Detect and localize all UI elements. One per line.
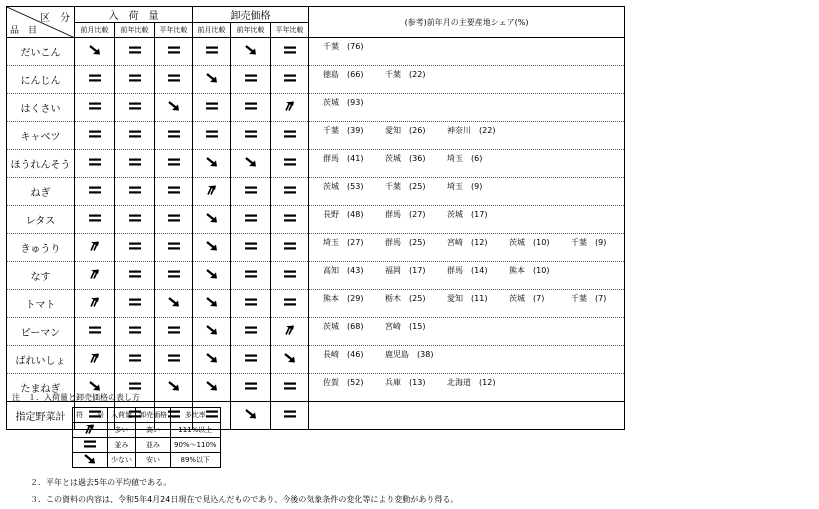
equal-icon (128, 73, 142, 83)
price-prev-year-cell (231, 94, 271, 122)
price-prev-month-cell (193, 346, 231, 374)
share-entry: 佐賀 (52) (323, 378, 364, 387)
equal-icon (205, 129, 219, 139)
arrow-down-right-icon (167, 297, 181, 307)
legend-row (73, 438, 221, 453)
arrow-up-right-icon (88, 297, 102, 307)
price-prev-month-header: 前月比較 (193, 23, 231, 38)
arrow-down-right-icon (244, 45, 258, 55)
vegetable-name: ピーマン (7, 318, 75, 346)
note-3: ３．この資料の内容は、令和5年4月24日現在で見込んだものであり、今後の気象条件の変化等により変動があり得る。 (30, 495, 459, 504)
arrivals-prev-year-cell (115, 122, 155, 150)
legend-symbol-cell (73, 453, 108, 468)
vegetable-name: にんじん (7, 66, 75, 94)
vegetable-row (7, 94, 625, 122)
arrivals-prev-year-cell (115, 290, 155, 318)
vegetable-name: レタス (7, 206, 75, 234)
price-prev-month-cell (193, 94, 231, 122)
equal-icon (205, 45, 219, 55)
equal-icon (244, 101, 258, 111)
price-prev-month-cell (193, 374, 231, 402)
equal-icon (88, 325, 102, 335)
production-share-cell (309, 206, 625, 234)
equal-icon (283, 73, 297, 83)
equal-icon (83, 439, 97, 449)
price-normal-year-cell (271, 178, 309, 206)
share-entry: 埼玉 (27) (323, 238, 364, 247)
price-normal-year-cell (271, 262, 309, 290)
arrow-down-right-icon (205, 381, 219, 391)
share-entry: 茨城 (7) (509, 294, 545, 303)
arrivals-normal-year-cell (155, 94, 193, 122)
arrivals-normal-year-cell (155, 122, 193, 150)
equal-icon (244, 325, 258, 335)
vegetable-row (7, 38, 625, 66)
equal-icon (244, 353, 258, 363)
arrow-down-right-icon (205, 325, 219, 335)
reference-share-header: (参考)前年月の主要産地シェア(%) (309, 7, 625, 38)
production-share-cell (309, 234, 625, 262)
equal-icon (167, 45, 181, 55)
arrow-down-right-icon (205, 213, 219, 223)
production-share-cell (309, 290, 625, 318)
legend-qty: 少ない (108, 453, 136, 468)
arrow-down-right-icon (83, 454, 97, 464)
equal-icon (167, 353, 181, 363)
share-entry: 埼玉 (9) (447, 182, 483, 191)
arrivals-prev-month-cell (75, 234, 115, 262)
legend-symbol-cell (73, 438, 108, 453)
equal-icon (283, 381, 297, 391)
arrivals-normal-year-header: 平年比較 (155, 23, 193, 38)
vegetable-name: たまねぎ (7, 374, 75, 402)
arrivals-normal-year-cell (155, 290, 193, 318)
production-share-cell (309, 94, 625, 122)
equal-icon (244, 213, 258, 223)
arrow-up-right-icon (205, 185, 219, 195)
price-prev-month-cell (193, 38, 231, 66)
price-prev-year-cell (231, 122, 271, 150)
equal-icon (167, 213, 181, 223)
equal-icon (128, 353, 142, 363)
arrow-down-right-icon (244, 409, 258, 419)
production-share-cell (309, 122, 625, 150)
arrivals-prev-month-cell (75, 318, 115, 346)
arrivals-normal-year-cell (155, 234, 193, 262)
vegetable-row (7, 66, 625, 94)
vegetable-row (7, 178, 625, 206)
arrow-down-right-icon (88, 45, 102, 55)
equal-icon (88, 129, 102, 139)
arrivals-prev-year-cell (115, 262, 155, 290)
price-normal-year-cell (271, 94, 309, 122)
equal-icon (244, 297, 258, 307)
arrivals-prev-year-cell (115, 234, 155, 262)
price-prev-year-cell (231, 38, 271, 66)
price-prev-year-cell (231, 178, 271, 206)
share-entry: 群馬 (25) (385, 238, 426, 247)
production-share-cell (309, 374, 625, 402)
equal-icon (283, 213, 297, 223)
arrow-down-right-icon (205, 297, 219, 307)
equal-icon (128, 381, 142, 391)
price-prev-year-header: 前年比較 (231, 23, 271, 38)
arrivals-prev-year-cell (115, 66, 155, 94)
share-entry: 兵庫 (13) (385, 378, 426, 387)
arrivals-prev-year-cell (115, 318, 155, 346)
equal-icon (128, 101, 142, 111)
price-normal-year-cell (271, 346, 309, 374)
price-prev-year-cell (231, 150, 271, 178)
production-share-cell (309, 346, 625, 374)
arrivals-prev-month-cell (75, 38, 115, 66)
equal-icon (244, 185, 258, 195)
price-normal-year-cell (271, 234, 309, 262)
equal-icon (128, 213, 142, 223)
equal-icon (244, 381, 258, 391)
legend-symbol-cell (73, 423, 108, 438)
price-prev-month-cell (193, 150, 231, 178)
share-entry: 茨城 (17) (447, 210, 488, 219)
share-entry: 茨城 (10) (509, 238, 550, 247)
price-prev-year-cell (231, 290, 271, 318)
equal-icon (167, 241, 181, 251)
share-entry: 千葉 (76) (323, 42, 364, 51)
share-entry: 宮崎 (15) (385, 322, 426, 331)
arrivals-prev-year-cell (115, 150, 155, 178)
legend-price: 高い (136, 423, 171, 438)
arrow-up-right-icon (88, 353, 102, 363)
header-row-1 (7, 7, 625, 23)
equal-icon (88, 101, 102, 111)
legend-ratio: 111%以上 (171, 423, 221, 438)
share-entry: 埼玉 (6) (447, 154, 483, 163)
share-entry: 栃木 (25) (385, 294, 426, 303)
legend-header-qty: 入荷量 (108, 408, 136, 423)
legend-row (73, 423, 221, 438)
vegetable-row (7, 346, 625, 374)
arrivals-normal-year-cell (155, 374, 193, 402)
equal-icon (88, 213, 102, 223)
equal-icon (128, 241, 142, 251)
price-prev-month-cell (193, 206, 231, 234)
equal-icon (283, 241, 297, 251)
share-entry: 熊本 (29) (323, 294, 364, 303)
price-prev-month-cell (193, 262, 231, 290)
share-entry: 群馬 (14) (447, 266, 488, 275)
equal-icon (244, 129, 258, 139)
vegetable-row (7, 206, 625, 234)
arrivals-prev-month-cell (75, 122, 115, 150)
equal-icon (283, 269, 297, 279)
price-prev-month-cell (193, 66, 231, 94)
arrivals-normal-year-cell (155, 206, 193, 234)
legend-header-ratio: 多比率 (171, 408, 221, 423)
share-entry: 神奈川 (22) (447, 126, 496, 135)
legend-qty: 多い (108, 423, 136, 438)
arrivals-normal-year-cell (155, 178, 193, 206)
equal-icon (167, 129, 181, 139)
price-prev-year-cell (231, 318, 271, 346)
production-share-cell (309, 66, 625, 94)
price-prev-year-cell (231, 402, 271, 430)
hinmoku-label: 品 目 (10, 26, 38, 36)
arrow-down-right-icon (205, 157, 219, 167)
equal-icon (205, 101, 219, 111)
vegetable-name: ほうれんそう (7, 150, 75, 178)
share-entry: 鹿児島 (38) (385, 350, 434, 359)
legend-price: 安い (136, 453, 171, 468)
price-prev-year-cell (231, 66, 271, 94)
price-normal-year-cell (271, 290, 309, 318)
equal-icon (128, 297, 142, 307)
share-entry: 茨城 (36) (385, 154, 426, 163)
production-share-cell (309, 38, 625, 66)
legend-price: 並み (136, 438, 171, 453)
arrivals-prev-year-cell (115, 346, 155, 374)
note-2: ２．平年とは過去5年の平均値である。 (30, 478, 172, 487)
legend-header-row (73, 408, 221, 423)
vegetable-name: ばれいしょ (7, 346, 75, 374)
vegetable-name: トマト (7, 290, 75, 318)
arrow-up-right-icon (83, 424, 97, 434)
arrivals-normal-year-cell (155, 318, 193, 346)
equal-icon (244, 73, 258, 83)
arrivals-header: 入 荷 量 (75, 7, 193, 23)
vegetable-name: きゅうり (7, 234, 75, 262)
share-entry: 愛知 (11) (447, 294, 488, 303)
price-prev-month-cell (193, 122, 231, 150)
equal-icon (88, 185, 102, 195)
equal-icon (167, 185, 181, 195)
market-outlook-table (6, 6, 625, 430)
equal-icon (167, 73, 181, 83)
price-prev-year-cell (231, 374, 271, 402)
arrow-up-right-icon (283, 325, 297, 335)
price-normal-year-cell (271, 318, 309, 346)
price-normal-year-cell (271, 122, 309, 150)
price-normal-year-cell (271, 374, 309, 402)
equal-icon (128, 185, 142, 195)
price-prev-month-cell (193, 290, 231, 318)
price-prev-year-cell (231, 234, 271, 262)
equal-icon (167, 269, 181, 279)
price-prev-year-cell (231, 262, 271, 290)
arrow-down-right-icon (205, 73, 219, 83)
legend-qty: 並み (108, 438, 136, 453)
vegetable-row (7, 122, 625, 150)
share-entry: 長野 (48) (323, 210, 364, 219)
price-prev-month-cell (193, 318, 231, 346)
share-entry: 千葉 (39) (323, 126, 364, 135)
share-entry: 長崎 (46) (323, 350, 364, 359)
price-prev-month-cell (193, 178, 231, 206)
share-entry: 熊本 (10) (509, 266, 550, 275)
arrow-up-right-icon (88, 269, 102, 279)
equal-icon (283, 409, 297, 419)
arrivals-prev-year-cell (115, 38, 155, 66)
kubun-label: 区 分 (40, 13, 70, 24)
vegetable-name: 指定野菜計 (7, 402, 75, 430)
arrivals-prev-year-cell (115, 94, 155, 122)
equal-icon (167, 157, 181, 167)
vegetable-name: ねぎ (7, 178, 75, 206)
arrivals-normal-year-cell (155, 262, 193, 290)
arrivals-normal-year-cell (155, 66, 193, 94)
production-share-cell (309, 150, 625, 178)
arrivals-prev-month-header: 前月比較 (75, 23, 115, 38)
arrivals-prev-month-cell (75, 94, 115, 122)
equal-icon (128, 157, 142, 167)
equal-icon (167, 325, 181, 335)
arrivals-normal-year-cell (155, 38, 193, 66)
price-prev-year-cell (231, 346, 271, 374)
vegetable-row (7, 262, 625, 290)
arrivals-prev-month-cell (75, 346, 115, 374)
price-normal-year-cell (271, 38, 309, 66)
share-entry: 千葉 (9) (571, 238, 607, 247)
arrow-down-right-icon (167, 381, 181, 391)
wholesale-price-header: 卸売価格 (193, 7, 309, 23)
production-share-cell (309, 262, 625, 290)
share-entry: 北海道 (12) (447, 378, 496, 387)
share-entry: 愛知 (26) (385, 126, 426, 135)
arrow-down-right-icon (205, 241, 219, 251)
arrow-down-right-icon (167, 101, 181, 111)
vegetable-row (7, 290, 625, 318)
note-1: 注 １．入荷量と卸売価格の表し方 (12, 393, 140, 402)
arrivals-normal-year-cell (155, 346, 193, 374)
price-normal-year-cell (271, 402, 309, 430)
vegetable-rows (7, 38, 625, 430)
arrivals-normal-year-cell (155, 150, 193, 178)
legend-ratio: 90%～110% (171, 438, 221, 453)
share-entry: 千葉 (7) (571, 294, 607, 303)
vegetable-row (7, 150, 625, 178)
arrivals-prev-month-cell (75, 66, 115, 94)
share-entry: 茨城 (93) (323, 98, 364, 107)
equal-icon (283, 45, 297, 55)
share-entry: 千葉 (25) (385, 182, 426, 191)
legend-ratio: 89%以下 (171, 453, 221, 468)
arrivals-prev-year-cell (115, 206, 155, 234)
arrivals-prev-month-cell (75, 290, 115, 318)
equal-icon (128, 325, 142, 335)
vegetable-row (7, 234, 625, 262)
arrivals-prev-year-header: 前年比較 (115, 23, 155, 38)
arrivals-prev-month-cell (75, 178, 115, 206)
equal-icon (128, 129, 142, 139)
equal-icon (88, 73, 102, 83)
price-normal-year-header: 平年比較 (271, 23, 309, 38)
arrow-up-right-icon (283, 101, 297, 111)
equal-icon (283, 129, 297, 139)
production-share-cell (309, 178, 625, 206)
equal-icon (128, 269, 142, 279)
share-entry: 福岡 (17) (385, 266, 426, 275)
share-entry: 茨城 (68) (323, 322, 364, 331)
arrow-down-right-icon (88, 381, 102, 391)
legend-row (73, 453, 221, 468)
legend-table (72, 407, 221, 468)
equal-icon (244, 269, 258, 279)
legend-header-price: 卸売価格 (136, 408, 171, 423)
category-header-cell (7, 7, 75, 38)
share-entry: 茨城 (53) (323, 182, 364, 191)
arrow-down-right-icon (205, 269, 219, 279)
share-entry: 群馬 (27) (385, 210, 426, 219)
production-share-cell (309, 402, 625, 430)
legend-header-symbol: 符 号 (73, 408, 108, 423)
equal-icon (283, 185, 297, 195)
arrow-down-right-icon (244, 157, 258, 167)
arrivals-prev-month-cell (75, 206, 115, 234)
share-entry: 高知 (43) (323, 266, 364, 275)
arrow-up-right-icon (88, 241, 102, 251)
share-entry: 千葉 (22) (385, 70, 426, 79)
share-entry: 群馬 (41) (323, 154, 364, 163)
price-normal-year-cell (271, 150, 309, 178)
vegetable-row (7, 318, 625, 346)
price-normal-year-cell (271, 66, 309, 94)
price-prev-month-cell (193, 234, 231, 262)
arrivals-prev-year-cell (115, 178, 155, 206)
equal-icon (128, 45, 142, 55)
vegetable-name: なす (7, 262, 75, 290)
arrivals-prev-month-cell (75, 150, 115, 178)
price-prev-year-cell (231, 206, 271, 234)
equal-icon (244, 241, 258, 251)
equal-icon (283, 297, 297, 307)
equal-icon (88, 157, 102, 167)
arrivals-prev-month-cell (75, 262, 115, 290)
arrow-down-right-icon (205, 353, 219, 363)
vegetable-name: キャベツ (7, 122, 75, 150)
equal-icon (283, 157, 297, 167)
price-normal-year-cell (271, 206, 309, 234)
share-entry: 宮崎 (12) (447, 238, 488, 247)
vegetable-name: だいこん (7, 38, 75, 66)
production-share-cell (309, 318, 625, 346)
vegetable-name: はくさい (7, 94, 75, 122)
share-entry: 徳島 (66) (323, 70, 364, 79)
arrow-down-right-icon (283, 353, 297, 363)
